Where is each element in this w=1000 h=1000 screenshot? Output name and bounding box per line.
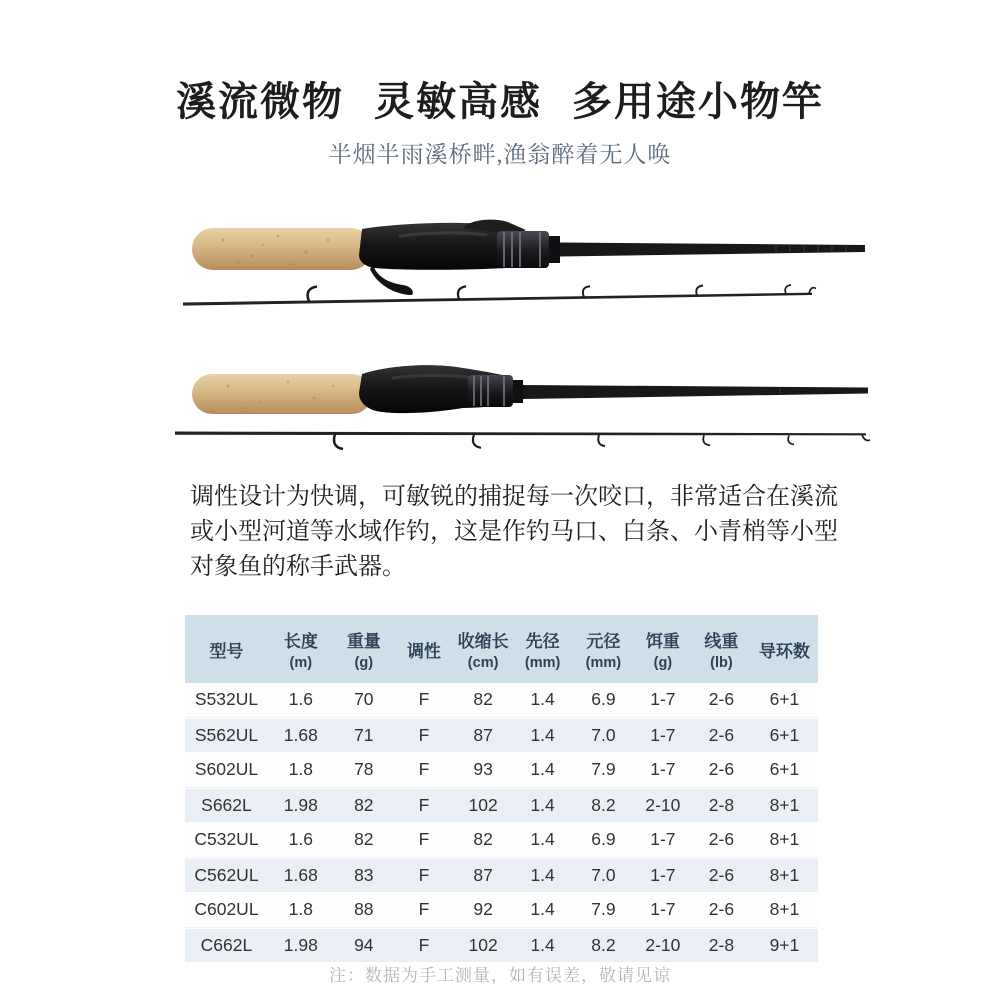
spec-cell: 1.98 bbox=[283, 934, 318, 955]
spec-cell: F bbox=[418, 899, 430, 920]
spec-cell: 8+1 bbox=[769, 899, 800, 920]
spec-row-S562UL bbox=[185, 718, 818, 754]
spec-cell: 1-7 bbox=[650, 724, 676, 745]
spec-cell: 102 bbox=[468, 794, 498, 815]
spec-cell: S562UL bbox=[194, 724, 259, 745]
spec-cell: F bbox=[418, 794, 430, 815]
spec-row-C602UL bbox=[185, 893, 818, 928]
spec-row-C532UL bbox=[185, 823, 818, 858]
spec-cell: F bbox=[418, 934, 430, 955]
column-header-9: 线重 (lb) bbox=[704, 632, 739, 671]
spec-cell: 2-6 bbox=[708, 724, 735, 745]
spec-cell: 2-8 bbox=[708, 934, 735, 955]
spec-cell: C562UL bbox=[194, 864, 259, 885]
spec-cell: F bbox=[418, 864, 430, 885]
column-header-10: 导环数 bbox=[758, 641, 810, 661]
spec-cell: 78 bbox=[354, 759, 374, 780]
spec-cell: 1.6 bbox=[288, 689, 313, 710]
spec-cell: 2-6 bbox=[708, 864, 735, 885]
spec-cell: F bbox=[418, 829, 430, 850]
spec-cell: F bbox=[418, 689, 430, 710]
spec-cell: 82 bbox=[354, 794, 374, 815]
spec-cell: 7.0 bbox=[591, 864, 616, 885]
spec-cell: 93 bbox=[473, 759, 493, 780]
column-header-2: 长度 (m) bbox=[283, 632, 318, 671]
spec-cell: 2-8 bbox=[708, 794, 735, 815]
spec-cell: 2-6 bbox=[708, 689, 735, 710]
spec-cell: 1-7 bbox=[650, 864, 676, 885]
spec-cell: F bbox=[418, 724, 430, 745]
spec-cell: 7.0 bbox=[591, 724, 616, 745]
spec-cell: 7.9 bbox=[591, 899, 616, 920]
spec-cell: C662L bbox=[200, 934, 253, 955]
spec-cell: 1.8 bbox=[288, 899, 313, 920]
spec-cell: 8+1 bbox=[769, 794, 800, 815]
spec-cell: S532UL bbox=[194, 689, 259, 710]
spec-cell: 1.6 bbox=[288, 829, 313, 850]
spec-cell: 9+1 bbox=[769, 934, 800, 955]
spec-cell: 87 bbox=[473, 864, 493, 885]
column-header-5: 收缩长 (cm) bbox=[457, 632, 509, 671]
product-description: 调性设计为快调，可敏锐的捕捉每一次咬口，非常适合在溪流或小型河道等水域作钓，这是作钓马口、白条、小青梢等小型对象鱼的称手武器。 bbox=[190, 484, 838, 580]
spec-cell: 1.4 bbox=[530, 794, 555, 815]
column-header-4: 调性 bbox=[406, 641, 441, 661]
spec-cell: 70 bbox=[354, 689, 374, 710]
column-header-8: 饵重 (g) bbox=[645, 632, 680, 671]
spec-cell: 2-6 bbox=[708, 899, 735, 920]
spec-cell: 92 bbox=[473, 899, 493, 920]
spec-cell: 1.68 bbox=[283, 864, 318, 885]
spec-cell: 1-7 bbox=[650, 759, 676, 780]
spec-cell: 6+1 bbox=[769, 724, 800, 745]
spec-cell: 8.2 bbox=[591, 794, 616, 815]
spec-table-header-row bbox=[185, 615, 818, 683]
spec-cell: 8.2 bbox=[591, 934, 616, 955]
spec-cell: 1.4 bbox=[530, 724, 555, 745]
spec-cell: S662L bbox=[201, 794, 252, 815]
spec-cell: 1.68 bbox=[283, 724, 318, 745]
spec-cell: 6+1 bbox=[769, 689, 800, 710]
spec-row-C662L bbox=[185, 928, 818, 964]
spec-cell: 87 bbox=[473, 724, 493, 745]
spec-cell: 2-10 bbox=[645, 794, 681, 815]
spec-cell: 1.4 bbox=[530, 899, 555, 920]
spec-cell: 6.9 bbox=[591, 829, 616, 850]
spec-cell: 7.9 bbox=[591, 759, 616, 780]
spec-cell: 1.4 bbox=[530, 829, 555, 850]
spinning-rod-image bbox=[168, 352, 878, 482]
spec-cell: 2-10 bbox=[645, 934, 681, 955]
spec-cell: C602UL bbox=[194, 899, 259, 920]
spec-cell: 1.4 bbox=[530, 759, 555, 780]
spec-row-C562UL bbox=[185, 858, 818, 894]
spec-cell: 6+1 bbox=[769, 759, 800, 780]
page-title: 溪流微物 灵敏高感 多用途小物竿 bbox=[176, 79, 824, 124]
spec-cell: 1.4 bbox=[530, 864, 555, 885]
spec-row-S662L bbox=[185, 788, 818, 824]
spec-cell: 83 bbox=[354, 864, 374, 885]
spec-cell: 2-6 bbox=[708, 829, 735, 850]
spec-cell: 1-7 bbox=[650, 829, 676, 850]
spec-cell: 102 bbox=[468, 934, 498, 955]
spec-cell: 1-7 bbox=[650, 899, 676, 920]
spec-cell: 1.8 bbox=[288, 759, 313, 780]
spec-cell: 1-7 bbox=[650, 689, 676, 710]
spec-cell: 82 bbox=[473, 689, 493, 710]
spec-cell: 1.98 bbox=[283, 794, 318, 815]
spec-cell: 82 bbox=[473, 829, 493, 850]
spec-cell: 8+1 bbox=[769, 864, 800, 885]
column-header-6: 先径 (mm) bbox=[524, 632, 561, 671]
page-subtitle: 半烟半雨溪桥畔,渔翁醉着无人唤 bbox=[328, 142, 672, 167]
column-header-7: 元径 (mm) bbox=[585, 632, 622, 671]
spec-cell: 1.4 bbox=[530, 934, 555, 955]
casting-rod-image bbox=[168, 212, 878, 342]
column-header-3: 重量 (g) bbox=[346, 632, 381, 671]
spec-cell: 88 bbox=[354, 899, 374, 920]
spec-row-S532UL bbox=[185, 683, 818, 718]
spec-cell: 94 bbox=[354, 934, 374, 955]
spec-cell: 71 bbox=[354, 724, 374, 745]
footnote: 注：数据为手工测量，如有误差，敬请见谅 bbox=[329, 966, 671, 985]
spec-table bbox=[185, 615, 818, 963]
spec-row-S602UL bbox=[185, 753, 818, 788]
spec-cell: C532UL bbox=[194, 829, 259, 850]
spec-cell: S602UL bbox=[194, 759, 259, 780]
spec-cell: F bbox=[418, 759, 430, 780]
spec-cell: 82 bbox=[354, 829, 374, 850]
column-header-1: 型号 bbox=[209, 641, 244, 661]
spec-cell: 1.4 bbox=[530, 689, 555, 710]
spec-cell: 8+1 bbox=[769, 829, 800, 850]
spec-cell: 2-6 bbox=[708, 759, 735, 780]
spec-cell: 6.9 bbox=[591, 689, 616, 710]
